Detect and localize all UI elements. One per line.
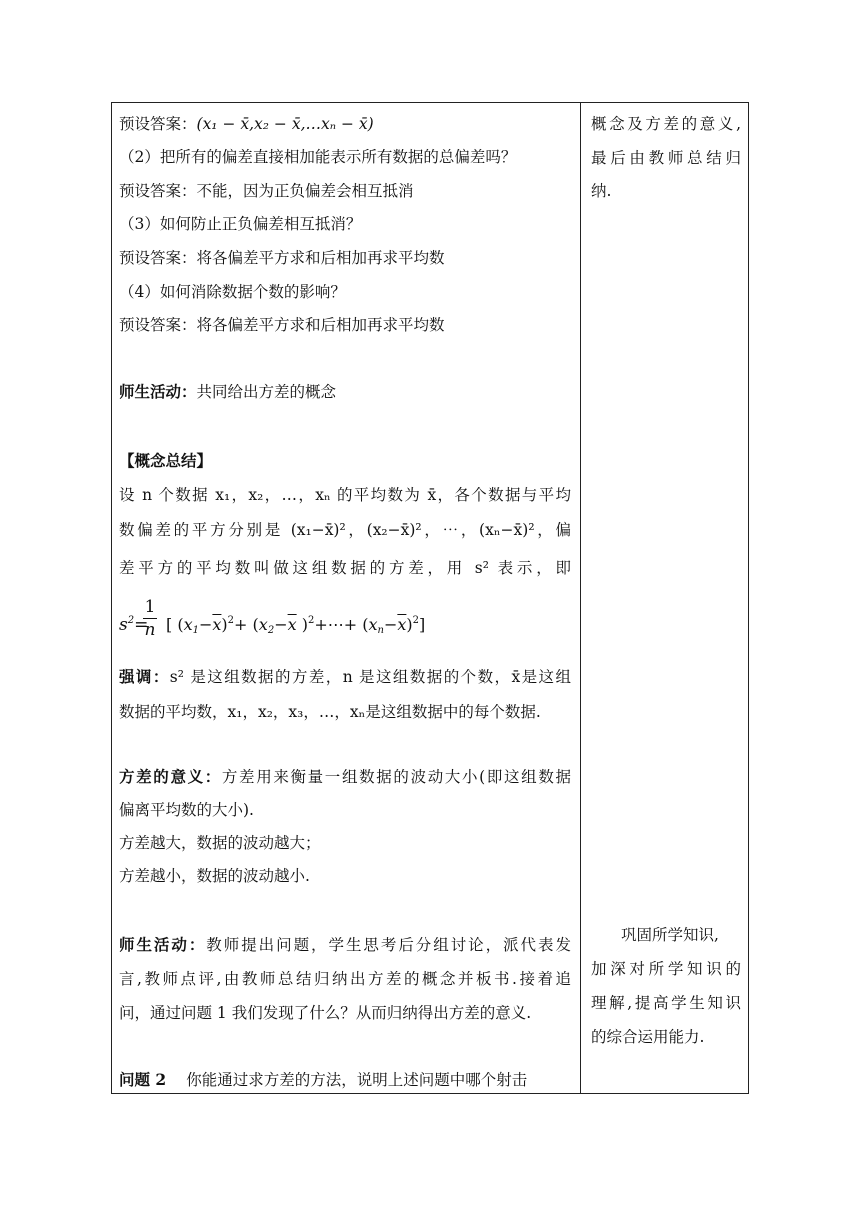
right-note-4: 巩固所学知识, [621,926,719,944]
column-divider [580,102,581,1094]
answer-1-line: 预设答案：(x₁ − x̄,x₂ − x̄,…xₙ − x̄) [119,115,374,133]
activity-2-line-3: 问，通过问题 1 我们发现了什么？从而归纳得出方差的意义. [119,1004,532,1022]
right-note-2: 最后由教师总结归 [591,149,741,167]
right-note-5: 加深对所学知识的 [591,960,741,978]
one-over-n-fraction: 1 n [144,597,156,640]
concept-line-2: 数偏差的平方分别是 (x₁−x̄)²，(x₂−x̄)²，⋯，(xₙ−x̄)²，偏 [119,521,571,539]
right-note-6: 理解,提高学生知识 [591,994,741,1012]
activity-1: 师生活动：共同给出方差的概念 [119,382,337,401]
meaning-line-3: 方差越大，数据的波动越大； [119,834,321,852]
activity-2-line-1: 师生活动：教师提出问题，学生思考后分组讨论，派代表发 [119,935,571,954]
meaning-line-4: 方差越小，数据的波动越小. [119,867,310,885]
answer-2: 预设答案：不能，因为正负偏差会相互抵消 [119,182,414,200]
emphasis-line-1: 强调：s² 是这组数据的方差，n 是这组数据的个数，x̄是这组 [119,667,571,686]
activity-2-line-2: 言,教师点评,由教师总结归纳出方差的概念并板书.接着追 [119,970,571,988]
question-2: （2）把所有的偏差直接相加能表示所有数据的总偏差吗？ [119,148,517,166]
problem-2: 问题 2 你能通过求方差的方法，说明上述问题中哪个射击 [119,1070,528,1089]
meaning-line-1: 方差的意义：方差用来衡量一组数据的波动大小(即这组数据 [119,767,571,786]
answer-3: 预设答案：将各偏差平方求和后相加再求平均数 [119,249,445,267]
meaning-line-2: 偏离平均数的大小). [119,801,254,819]
question-4: （4）如何消除数据个数的影响？ [119,283,346,301]
right-note-7: 的综合运用能力. [591,1028,705,1046]
concept-line-3: 差平方的平均数叫做这组数据的方差，用 s² 表示，即 [119,559,571,577]
emphasis-line-2: 数据的平均数，x₁，x₂，x₃，…，xₙ是这组数据中的每个数据. [119,703,541,721]
concept-heading: 【概念总结】 [119,451,213,470]
question-3: （3）如何防止正负偏差相互抵消？ [119,215,362,233]
right-note-1: 概念及方差的意义, [591,115,741,133]
answer-4: 预设答案：将各偏差平方求和后相加再求平均数 [119,316,445,334]
concept-line-1: 设 n 个数据 x₁，x₂，…，xₙ 的平均数为 x̄，各个数据与平均 [119,486,571,504]
right-note-3: 纳. [591,182,612,200]
